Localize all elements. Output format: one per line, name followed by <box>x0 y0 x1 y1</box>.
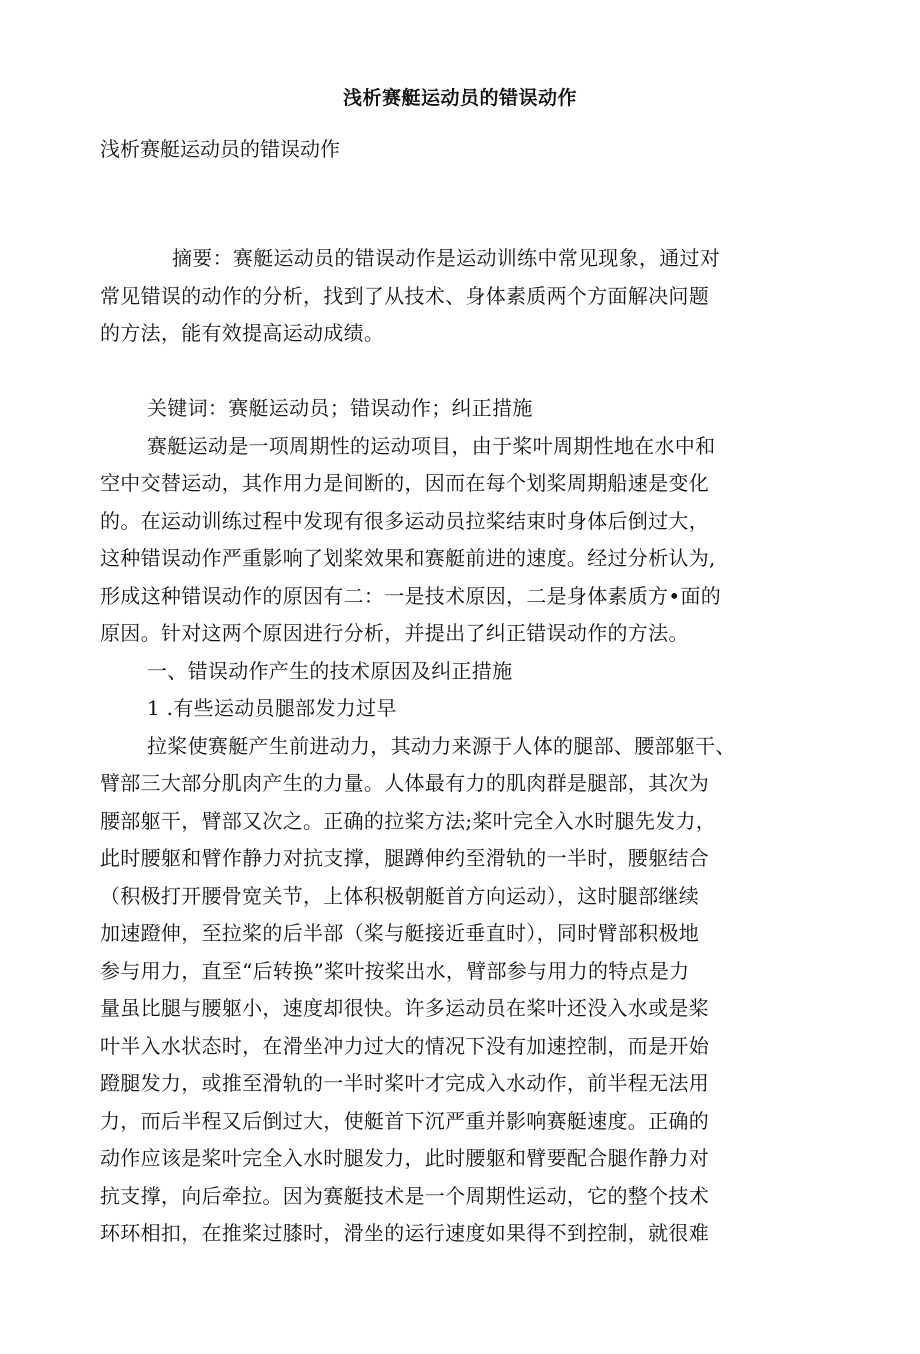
paragraph-line: 参与用力，直至“后转换”桨叶按桨出水，臂部参与用力的特点是力 <box>100 958 690 983</box>
paragraph-line: （积极打开腰骨宽关节，上体积极朝艇首方向运动），这时腿部继续 <box>100 883 699 908</box>
paragraph-line: 叶半入水状态时，在滑坐冲力过大的情况下没有加速控制，而是开始 <box>100 1033 709 1058</box>
paragraph-line: 原因。针对这两个原因进行分析，并提出了纠正错误动作的方法。 <box>100 621 689 645</box>
paragraph-line: 动作应该是桨叶完全入水时腿发力，此时腰躯和臂要配合腿作静力对 <box>100 1146 709 1170</box>
paragraph-line: 蹬腿发力，或推至滑轨的一半时桨叶才完成入水动作，前半程无法用 <box>100 1071 709 1095</box>
paragraph-line: 臂部三大部分肌肉产生的力量。人体最有力的肌肉群是腿部，其次为 <box>100 771 709 795</box>
document-subtitle: 浅析赛艇运动员的错误动作 <box>100 137 340 161</box>
paragraph-line: 空中交替运动，其作用力是间断的，因而在每个划桨周期船速是变化 <box>100 471 709 495</box>
paragraph-line: 的。在运动训练过程中发现有很多运动员拉桨结束时身体后倒过大， <box>100 508 709 533</box>
abstract-line: 的方法，能有效提高运动成绩。 <box>100 321 385 345</box>
paragraph-line: 加速蹬伸，至拉桨的后半部（桨与艇接近垂直时），同时臂部积极地 <box>100 921 699 945</box>
body-text <box>100 390 780 1253</box>
paragraph-line: 腰部躯干，臂部又次之。正确的拉桨方法;桨叶完全入水时腿先发力， <box>100 808 717 833</box>
paragraph-line: 此时腰躯和臂作静力对抗支撑，腿蹲伸约至滑轨的一半时，腰躯结合 <box>100 846 709 870</box>
paragraph-line: 抗支撑，向后牵拉。因为赛艇技术是一个周期性运动，它的整个技术 <box>100 1183 709 1208</box>
section-heading: 一、错误动作产生的技术原因及纠正措施 <box>147 658 513 683</box>
abstract-line: 常见错误的动作的分析，找到了从技术、身体素质两个方面解决问题 <box>100 283 709 308</box>
paragraph-line: 赛艇运动是一项周期性的运动项目，由于桨叶周期性地在水中和 <box>147 433 716 458</box>
keywords-line: 关键词：赛艇运动员；错误动作；纠正措施 <box>147 396 533 420</box>
paragraph-line: 力，而后半程又后倒过大，使艇首下沉严重并影响赛艇速度。正确的 <box>100 1108 709 1133</box>
paragraph-line: 这种错误动作严重影响了划桨效果和赛艇前进的速度。经过分析认为, <box>100 546 716 570</box>
subsection-heading: 1 .有些运动员腿部发力过早 <box>147 696 397 720</box>
paragraph-line: 拉桨使赛艇产生前进动力，其动力来源于人体的腿部、腰部躯干、 <box>147 733 736 758</box>
paragraph-line: 环环相扣，在推桨过膝时，滑坐的运行速度如果得不到控制，就很难 <box>100 1221 709 1245</box>
abstract-paragraph <box>100 240 780 353</box>
abstract-line: 摘要：赛艇运动员的错误动作是运动训练中常见现象，通过对 <box>172 246 721 270</box>
document-title: 浅析赛艇运动员的错误动作 <box>342 87 577 109</box>
paragraph-line: 量虽比腿与腰躯小，速度却很快。许多运动员在桨叶还没入水或是桨 <box>100 996 709 1020</box>
paragraph-line: 形成这种错误动作的原因有二：一是技术原因，二是身体素质方•面的 <box>100 583 722 608</box>
